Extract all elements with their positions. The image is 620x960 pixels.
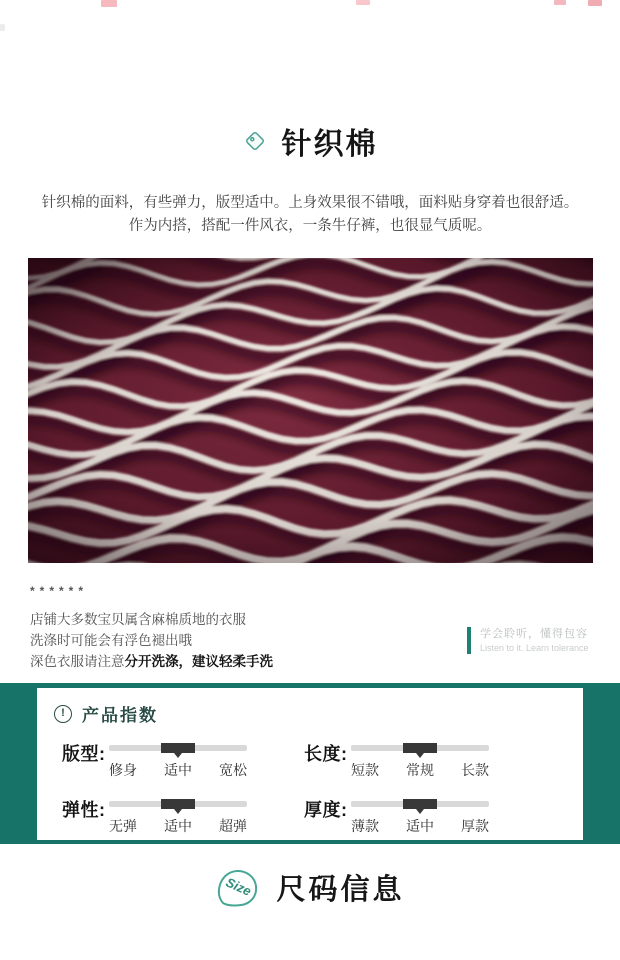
notes-dots: ****** [30,584,89,598]
size-section-title: 尺码信息 [276,873,405,906]
clipped-text-fragment [0,24,5,31]
fabric-photo [28,258,593,563]
index-option-selected: 适中 [164,818,192,834]
index-option: 长款 [461,762,489,778]
size-section-header [0,864,620,910]
notes-line3-bold: 分开洗涤，建议轻柔手洗 [124,654,273,669]
index-option: 薄款 [351,818,379,834]
index-slider-marker [161,799,195,809]
index-slider-track [109,745,247,751]
info-circle-icon: ! [54,705,72,723]
index-slider-track [351,745,489,751]
index-row-length [304,740,494,780]
notes-line3-prefix: 深色衣服请注意 [30,654,125,669]
fabric-section-header [0,119,620,163]
clipped-text-fragment [101,0,117,7]
notes-line3 [30,651,273,672]
size-bubble-icon [215,864,261,910]
index-row-label: 长度: [304,744,348,764]
notes-line2: 洗涤时可能会有浮色褪出哦 [30,633,192,648]
index-option: 厚款 [461,818,489,834]
clipped-text-fragment [588,0,602,6]
index-option-selected: 适中 [406,818,434,834]
fabric-description [0,192,620,239]
index-option: 宽松 [219,762,247,778]
quote-accent-bar [467,627,471,654]
svg-text:Size: Size [224,874,255,899]
index-row-fit [62,740,252,780]
index-row-elasticity [62,796,252,836]
index-row-label: 弹性: [62,800,106,820]
index-option-selected: 适中 [164,762,192,778]
index-option: 超弹 [219,818,247,834]
index-option: 短款 [351,762,379,778]
index-row-label: 版型: [62,744,106,764]
index-row-thickness [304,796,494,836]
side-quote [467,625,589,654]
quote-chinese: 学会聆听，懂得包容 [480,628,588,640]
product-index-title: 产品指数 [82,706,158,725]
index-slider-marker [403,799,437,809]
index-slider-track [351,801,489,807]
product-index-band [0,683,620,844]
index-row-label: 厚度: [304,800,348,820]
index-option: 无弹 [109,818,137,834]
product-index-header [54,701,158,726]
notes-line1: 店铺大多数宝贝属含麻棉质地的衣服 [30,612,246,627]
fabric-section-title: 针织棉 [281,128,378,161]
product-index-grid [62,740,494,836]
fabric-description-line1: 针织棉的面料，有些弹力，版型适中。上身效果很不错哦，面料贴身穿着也很舒适。 [41,195,579,211]
product-index-panel [37,688,583,840]
clipped-text-fragment [356,0,370,5]
index-slider-track [109,801,247,807]
clipped-text-fragment [554,0,566,5]
index-slider-marker [161,743,195,753]
fabric-description-line2: 作为内搭，搭配一件风衣，一条牛仔裤，也很显气质呢。 [128,218,492,235]
quote-english: Listen to it. Learn tolerance [480,643,589,653]
wash-notes [30,581,273,672]
index-option: 修身 [109,762,137,778]
tag-icon [243,129,267,153]
index-option-selected: 常规 [406,762,434,778]
index-slider-marker [403,743,437,753]
